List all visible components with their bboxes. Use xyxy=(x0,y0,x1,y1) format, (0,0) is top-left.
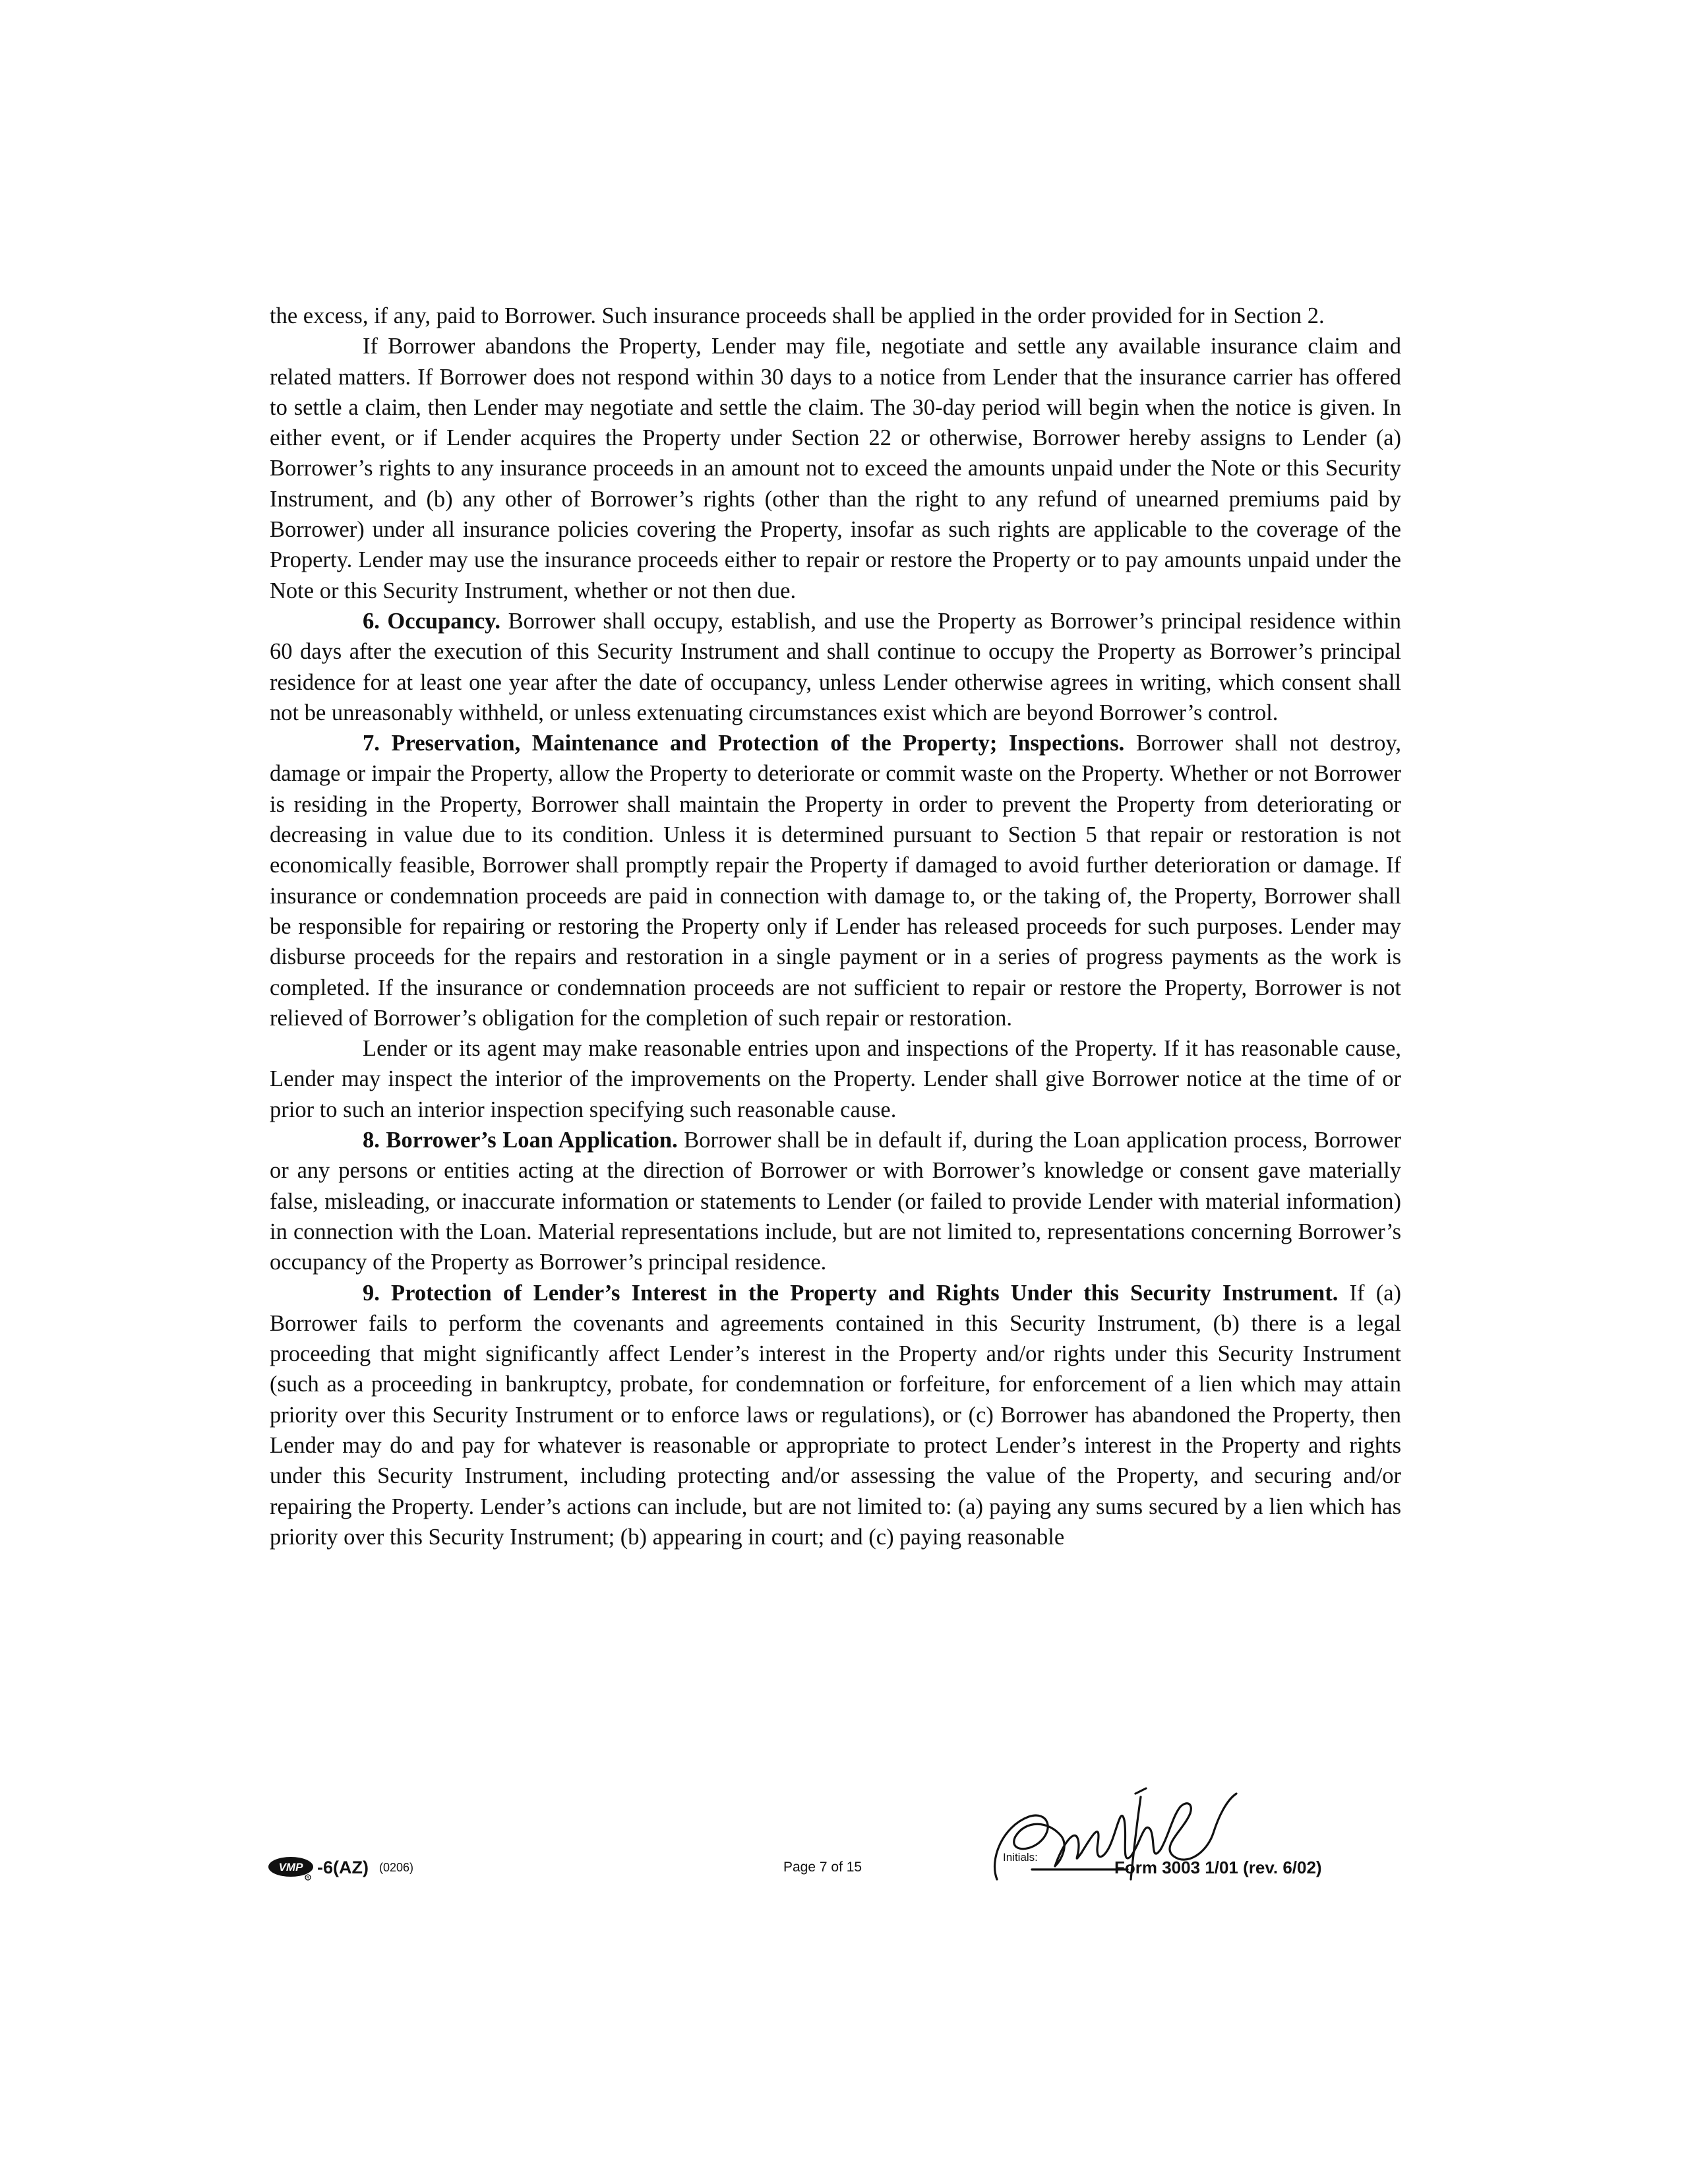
form-date-code: (0206) xyxy=(378,1860,414,1874)
page-footer xyxy=(0,1780,1688,1912)
svg-text:R: R xyxy=(306,1876,310,1881)
form-code: -6(AZ) xyxy=(317,1857,369,1877)
paragraph-1 xyxy=(270,301,1401,331)
form-number: Form 3003 1/01 (rev. 6/02) xyxy=(1114,1858,1322,1877)
paragraph-7 xyxy=(270,1278,1401,1553)
initials-label: Initials: xyxy=(1003,1851,1038,1864)
paragraph-1-text: the excess, if any, paid to Borrower. Such insurance proceeds shall be applied in the order provided for in Section 2. xyxy=(270,303,1325,328)
section-8-heading: 8. Borrower’s Loan Application. xyxy=(363,1128,678,1153)
paragraph-6-text: Borrower shall be in default if, during the Loan application process, Borrower or any persons or entities acting at the direction of Borrower or with Borrower’s knowledge or consent gave materially false, misleading, or inaccurate information or statements to Lender (or failed to provide Lender with material information) in connection with the Loan. Material representations include, but are not limited to, representations concerning Borrower’s occupancy of the Property as Borrower’s principal residence. xyxy=(270,1128,1402,1275)
paragraph-6 xyxy=(270,1125,1401,1277)
document-body xyxy=(270,301,1401,1552)
paragraph-3 xyxy=(270,606,1401,728)
paragraph-5-text: Lender or its agent may make reasonable entries upon and inspections of the Property. If it has reasonable cause, Lender may inspect the interior of the improvements on the Property. Lender shall give Borrower notice at the time of or prior to such an interior inspection specifying such reasonable cause. xyxy=(270,1036,1401,1122)
paragraph-2 xyxy=(270,331,1401,606)
paragraph-4 xyxy=(270,728,1401,1033)
paragraph-3-text: Borrower shall occupy, establish, and use the Property as Borrower’s principal residence within 60 days after the execution of this Security Instrument and shall continue to occupy the Property as Borrower’s principal residence for at least one year after the date of occupancy, unless Lender otherwise agrees in writing, which consent shall not be unreasonably withheld, or unless extenuating circumstances exist which are beyond Borrower’s control. xyxy=(270,608,1402,725)
paragraph-2-text: If Borrower abandons the Property, Lender may file, negotiate and settle any available insurance claim and related matters. If Borrower does not respond within 30 days to a notice from Lender that the insurance carrier has offered to settle a claim, then Lender may negotiate and settle the claim. The 30-day period will begin when the notice is given. In either event, or if Lender acquires the Property under Section 22 or otherwise, Borrower hereby assigns to Lender (a) Borrower’s rights to any insurance proceeds in an amount not to exceed the amounts unpaid under the Note or this Security Instrument, and (b) any other of Borrower’s rights (other than the right to any refund of unearned premiums paid by Borrower) under all insurance policies covering the Property, insofar as such rights are applicable to the coverage of the Property. Lender may use the insurance proceeds either to repair or restore the Property or to pay amounts unpaid under the Note or this Security Instrument, whether or not then due. xyxy=(270,334,1401,603)
section-6-heading: 6. Occupancy. xyxy=(363,608,500,634)
page-number: Page 7 of 15 xyxy=(783,1860,862,1875)
paragraph-5 xyxy=(270,1033,1401,1125)
logo-text: VMP xyxy=(278,1861,303,1873)
form-identifier xyxy=(267,1851,413,1884)
section-7-heading: 7. Preservation, Maintenance and Protection of the Property; Inspections. xyxy=(363,731,1125,756)
vmp-logo-icon xyxy=(267,1854,318,1881)
paragraph-7-text: If (a) Borrower fails to perform the covenants and agreements contained in this Security Instrument, (b) there is a legal proceeding that might significantly affect Lender’s interest in the Property and/or rights under this Security Instrument (such as a proceeding in bankruptcy, probate, for condemnation or forfeiture, for enforcement of a lien which may attain priority over this Security Instrument or to enforce laws or regulations), or (c) Borrower has abandoned the Property, then Lender may do and pay for whatever is reasonable or appropriate to protect Lender’s interest in the Property and rights under this Security Instrument, including protecting and/or assessing the value of the Property, and securing and/or repairing the Property. Lender’s actions can include, but are not limited to: (a) paying any sums secured by a lien which has priority over this Security Instrument; (b) appearing in court; and (c) paying reasonable xyxy=(270,1280,1401,1550)
section-9-heading: 9. Protection of Lender’s Interest in the Property and Rights Under this Security Instrument. xyxy=(363,1280,1339,1306)
paragraph-4-text: Borrower shall not destroy, damage or impair the Property, allow the Property to deteriorate or commit waste on the Property. Whether or not Borrower is residing in the Property, Borrower shall maintain the Property in order to prevent the Property from deteriorating or decreasing in value due to its condition. Unless it is determined pursuant to Section 5 that repair or restoration is not economically feasible, Borrower shall promptly repair the Property if damaged to avoid further deterioration or damage. If insurance or condemnation proceeds are paid in connection with damage to, or the taking of, the Property, Borrower shall be responsible for repairing or restoring the Property only if Lender has released proceeds for such purposes. Lender may disburse proceeds for the repairs and restoration in a single payment or in a series of progress payments as the work is completed. If the insurance or condemnation proceeds are not sufficient to repair or restore the Property, Borrower is not relieved of Borrower’s obligation for the completion of such repair or restoration. xyxy=(270,731,1401,1031)
